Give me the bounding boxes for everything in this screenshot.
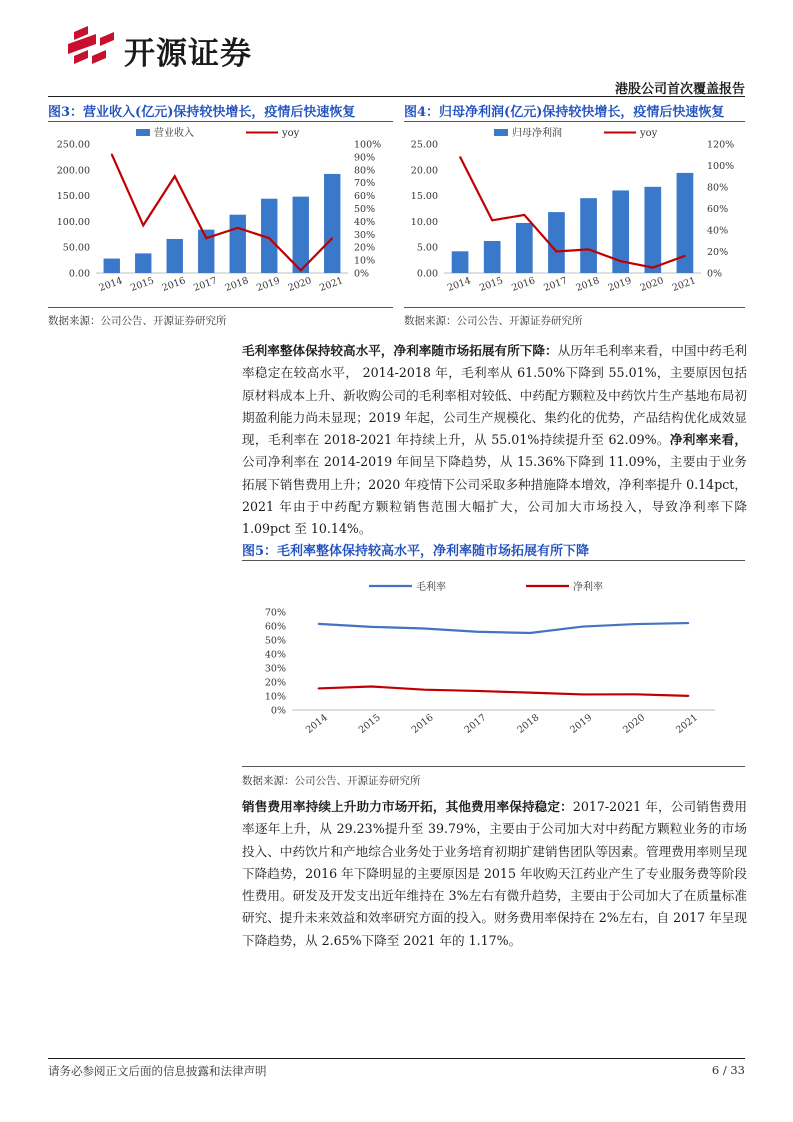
- logo-mark-icon: [66, 26, 118, 70]
- yoy-point-2015: [491, 220, 493, 222]
- x-tick-label: 2015: [478, 275, 505, 294]
- gross-point-2019: [582, 626, 584, 628]
- report-type: 港股公司首次覆盖报告: [614, 82, 745, 97]
- yoy-point-2016: [174, 175, 176, 177]
- footer-disclaimer: 请务必参阅正文后面的信息披露和法律声明: [48, 1064, 267, 1078]
- x-tick-label: 2018: [223, 275, 251, 294]
- bar-2017: [548, 212, 565, 273]
- figure4-source: 数据来源：公司公告、开源证券研究所: [404, 315, 583, 327]
- para1-text-2: 公司净利率在 2014-2019 年间呈下降趋势，从 15.36%下降到 11.09%，主要由于业务拓展下销售费用上升；2020 年疫情下公司采取多种措施降本增效，净利率提升 0.14pct，2021 年由于中药配方颗粒销售范围大幅扩大，公司加大市场投入，导致净利率下降 1.09pct 至 10.14%。: [242, 454, 747, 537]
- x-tick-label: 2020: [621, 712, 648, 736]
- para1-bold-lead: 毛利率整体保持较高水平，净利率随市场拓展有所下降：: [242, 343, 558, 358]
- gross-margin-line: [318, 623, 688, 633]
- y-tick-label: 20%: [264, 677, 286, 689]
- bar-2014: [452, 251, 469, 273]
- gross-point-2020: [635, 623, 637, 625]
- y2-tick-label: 50%: [354, 204, 376, 215]
- y-tick-label: 40%: [264, 649, 286, 661]
- x-tick-label: 2019: [568, 712, 595, 736]
- header-divider: [48, 96, 745, 97]
- page-number: 6 / 33: [711, 1063, 745, 1077]
- yoy-point-2016: [524, 214, 526, 216]
- x-tick-label: 2014: [445, 275, 473, 294]
- figure3-title: 图3：营业收入(亿元)保持较快增长，疫情后快速恢复: [48, 105, 356, 120]
- x-tick-label: 2015: [129, 275, 156, 294]
- y-tick-label: 20.00: [410, 165, 438, 177]
- paragraph-margin: [242, 340, 747, 541]
- yoy-point-2019: [268, 237, 270, 239]
- y2-tick-label: 0%: [354, 268, 370, 280]
- gross-point-2015: [371, 626, 373, 628]
- figure4-bottom-rule: [404, 307, 745, 308]
- x-tick-label: 2018: [574, 275, 601, 294]
- y-tick-label: 100.00: [56, 216, 90, 228]
- para2-text: 2017-2021 年，公司销售费用率逐年上升，从 29.23%提升至 39.79%，主要由于公司加大对中药配方颗粒业务的市场投入、中药饮片和产地综合业务处于业务培育初期扩建销售团队等因素。管理费用率则呈现下降趋势，2016 年下降明显的主要原因是 2015 年收购天江药业产生了专业服务费等阶段性费用。研发及开发支出近年维持在 3%左右有微升趋势，主要由于公司加大了在质量标准研究、提升未来效益和效率研究方面的投入。财务费用率保持在 2%左右，自 2017 年呈现下降趋势，从 2.65%下降至 2021 年的 1.17%。: [242, 799, 748, 948]
- net-point-2018: [529, 692, 531, 694]
- y-tick-label: 5.00: [416, 242, 438, 254]
- para2-bold-lead: 销售费用率持续上升助力市场开拓，其他费用率保持稳定：: [242, 799, 573, 814]
- bar-2016: [167, 239, 183, 273]
- y-tick-label: 30%: [264, 663, 286, 675]
- figure3-chart: [48, 122, 393, 305]
- bar-2014: [104, 259, 120, 273]
- x-tick-label: 2020: [638, 275, 666, 294]
- y2-tick-label: 40%: [354, 216, 376, 228]
- y-tick-label: 50.00: [62, 242, 90, 254]
- x-tick-label: 2019: [606, 275, 634, 294]
- y2-tick-label: 30%: [354, 229, 376, 241]
- y2-tick-label: 80%: [354, 165, 376, 177]
- figure5-source: 数据来源：公司公告、开源证券研究所: [242, 775, 421, 787]
- y2-tick-label: 70%: [354, 178, 376, 190]
- net-point-2015: [371, 686, 373, 688]
- bar-2015: [484, 241, 501, 273]
- x-tick-label: 2021: [670, 275, 698, 294]
- figure5-bottom-rule: [242, 766, 745, 767]
- y-tick-label: 200.00: [56, 165, 90, 177]
- bar-2020: [293, 197, 309, 273]
- y-tick-label: 15.00: [410, 191, 438, 203]
- gross-point-2017: [476, 631, 478, 633]
- yoy-point-2020: [300, 270, 302, 272]
- x-tick-label: 2019: [255, 275, 282, 294]
- figure5-title: 图5：毛利率整体保持较高水平，净利率随市场拓展有所下降: [242, 544, 590, 559]
- yoy-point-2014: [111, 154, 113, 156]
- net-point-2019: [582, 694, 584, 696]
- net-point-2017: [476, 690, 478, 692]
- yoy-point-2018: [588, 249, 590, 251]
- x-tick-label: 2016: [510, 275, 537, 294]
- y-tick-label: 50%: [264, 635, 286, 647]
- y-tick-label: 150.00: [56, 191, 90, 203]
- y-tick-label: 25.00: [410, 139, 438, 151]
- legend-label-bar: 归母净利润: [512, 128, 562, 139]
- x-tick-label: 2017: [192, 275, 219, 294]
- figure4-title: 图4：归母净利润(亿元)保持较快增长，疫情后快速恢复: [404, 105, 725, 120]
- yoy-point-2014: [459, 156, 461, 158]
- y-tick-label: 70%: [264, 607, 286, 619]
- paragraph-expenses: [242, 796, 747, 952]
- legend-label-net: 净利率: [573, 582, 603, 593]
- y2-tick-label: 60%: [354, 191, 376, 203]
- y2-tick-label: 120%: [707, 139, 735, 151]
- x-tick-label: 2018: [515, 712, 542, 736]
- bar-2016: [516, 223, 533, 273]
- bar-2015: [135, 253, 151, 273]
- yoy-point-2017: [205, 237, 207, 239]
- figure4-chart: [404, 122, 745, 305]
- x-tick-label: 2014: [97, 275, 125, 294]
- gross-point-2016: [423, 628, 425, 630]
- x-tick-label: 2016: [160, 275, 188, 294]
- gross-point-2014: [318, 623, 320, 625]
- y-tick-label: 0.00: [68, 268, 90, 280]
- y-tick-label: 250.00: [56, 139, 90, 151]
- y2-tick-label: 20%: [354, 242, 376, 254]
- bar-2020: [644, 187, 661, 273]
- yoy-point-2019: [620, 260, 622, 262]
- y2-tick-label: 60%: [707, 204, 729, 215]
- yoy-point-2017: [556, 251, 558, 253]
- bar-2018: [580, 198, 597, 273]
- y-tick-label: 0%: [270, 705, 286, 717]
- net-point-2014: [318, 688, 320, 690]
- legend-label-bar: 营业收入: [154, 128, 194, 139]
- para1-bold-net-margin: 净利率来看，: [669, 432, 747, 448]
- y2-tick-label: 80%: [707, 182, 729, 194]
- yoy-point-2020: [652, 267, 654, 269]
- legend-swatch-bar: [494, 129, 508, 136]
- gross-point-2021: [688, 622, 690, 624]
- y-tick-label: 10.00: [410, 216, 438, 228]
- x-tick-label: 2020: [286, 275, 314, 294]
- x-tick-label: 2016: [409, 712, 436, 736]
- company-name: 开源证券: [124, 36, 252, 72]
- x-tick-label: 2017: [542, 275, 569, 294]
- y2-tick-label: 20%: [707, 247, 729, 258]
- y-tick-label: 10%: [264, 691, 286, 703]
- legend-label-line: yoy: [282, 128, 300, 139]
- y2-tick-label: 100%: [707, 161, 735, 172]
- x-tick-label: 2014: [303, 712, 330, 736]
- figure3-bottom-rule: [48, 307, 393, 308]
- y2-tick-label: 10%: [354, 255, 376, 267]
- net-point-2020: [635, 694, 637, 696]
- legend-label-gross: 毛利率: [416, 582, 446, 593]
- bar-2021: [324, 174, 340, 273]
- x-tick-label: 2017: [462, 712, 489, 736]
- company-logo: [66, 26, 286, 72]
- figure5-title-rule: [242, 560, 745, 561]
- y2-tick-label: 90%: [354, 152, 376, 164]
- y-tick-label: 0.00: [416, 268, 438, 280]
- yoy-point-2021: [331, 237, 333, 239]
- figure5-chart: [242, 562, 745, 762]
- net-margin-line: [318, 686, 688, 695]
- y-tick-label: 60%: [264, 621, 286, 633]
- yoy-point-2018: [237, 227, 239, 229]
- net-point-2021: [688, 695, 690, 697]
- x-tick-label: 2021: [674, 712, 700, 736]
- y2-tick-label: 0%: [707, 268, 723, 280]
- net-point-2016: [423, 689, 425, 691]
- y2-tick-label: 100%: [354, 139, 382, 151]
- para1-text: 从历年毛利率来看，中国中药毛利率稳定在较高水平， 2014-2018 年，毛利率从 61.50%下降到 55.01%，主要原因包括原材料成本上升、新收购公司的毛利率相对较低、中药配方颗粒及中药饮片生产基地布局初期盈利能力尚未显现；2019 年起，公司生产规模化、集约化的优势，产品结构优化成效显现，毛利率在 2018-2021 年持续上升，从 55.01%持续提升至 62.09%。: [242, 343, 748, 448]
- yoy-point-2021: [684, 255, 686, 257]
- x-tick-label: 2015: [356, 712, 383, 736]
- legend-swatch-bar: [136, 129, 150, 136]
- bar-2018: [230, 215, 246, 273]
- footer-divider: [48, 1058, 745, 1059]
- legend-label-line: yoy: [640, 128, 658, 139]
- x-tick-label: 2021: [318, 275, 345, 294]
- yoy-point-2015: [142, 224, 144, 226]
- y2-tick-label: 40%: [707, 225, 729, 237]
- gross-point-2018: [529, 632, 531, 634]
- figure3-source: 数据来源：公司公告、开源证券研究所: [48, 315, 227, 327]
